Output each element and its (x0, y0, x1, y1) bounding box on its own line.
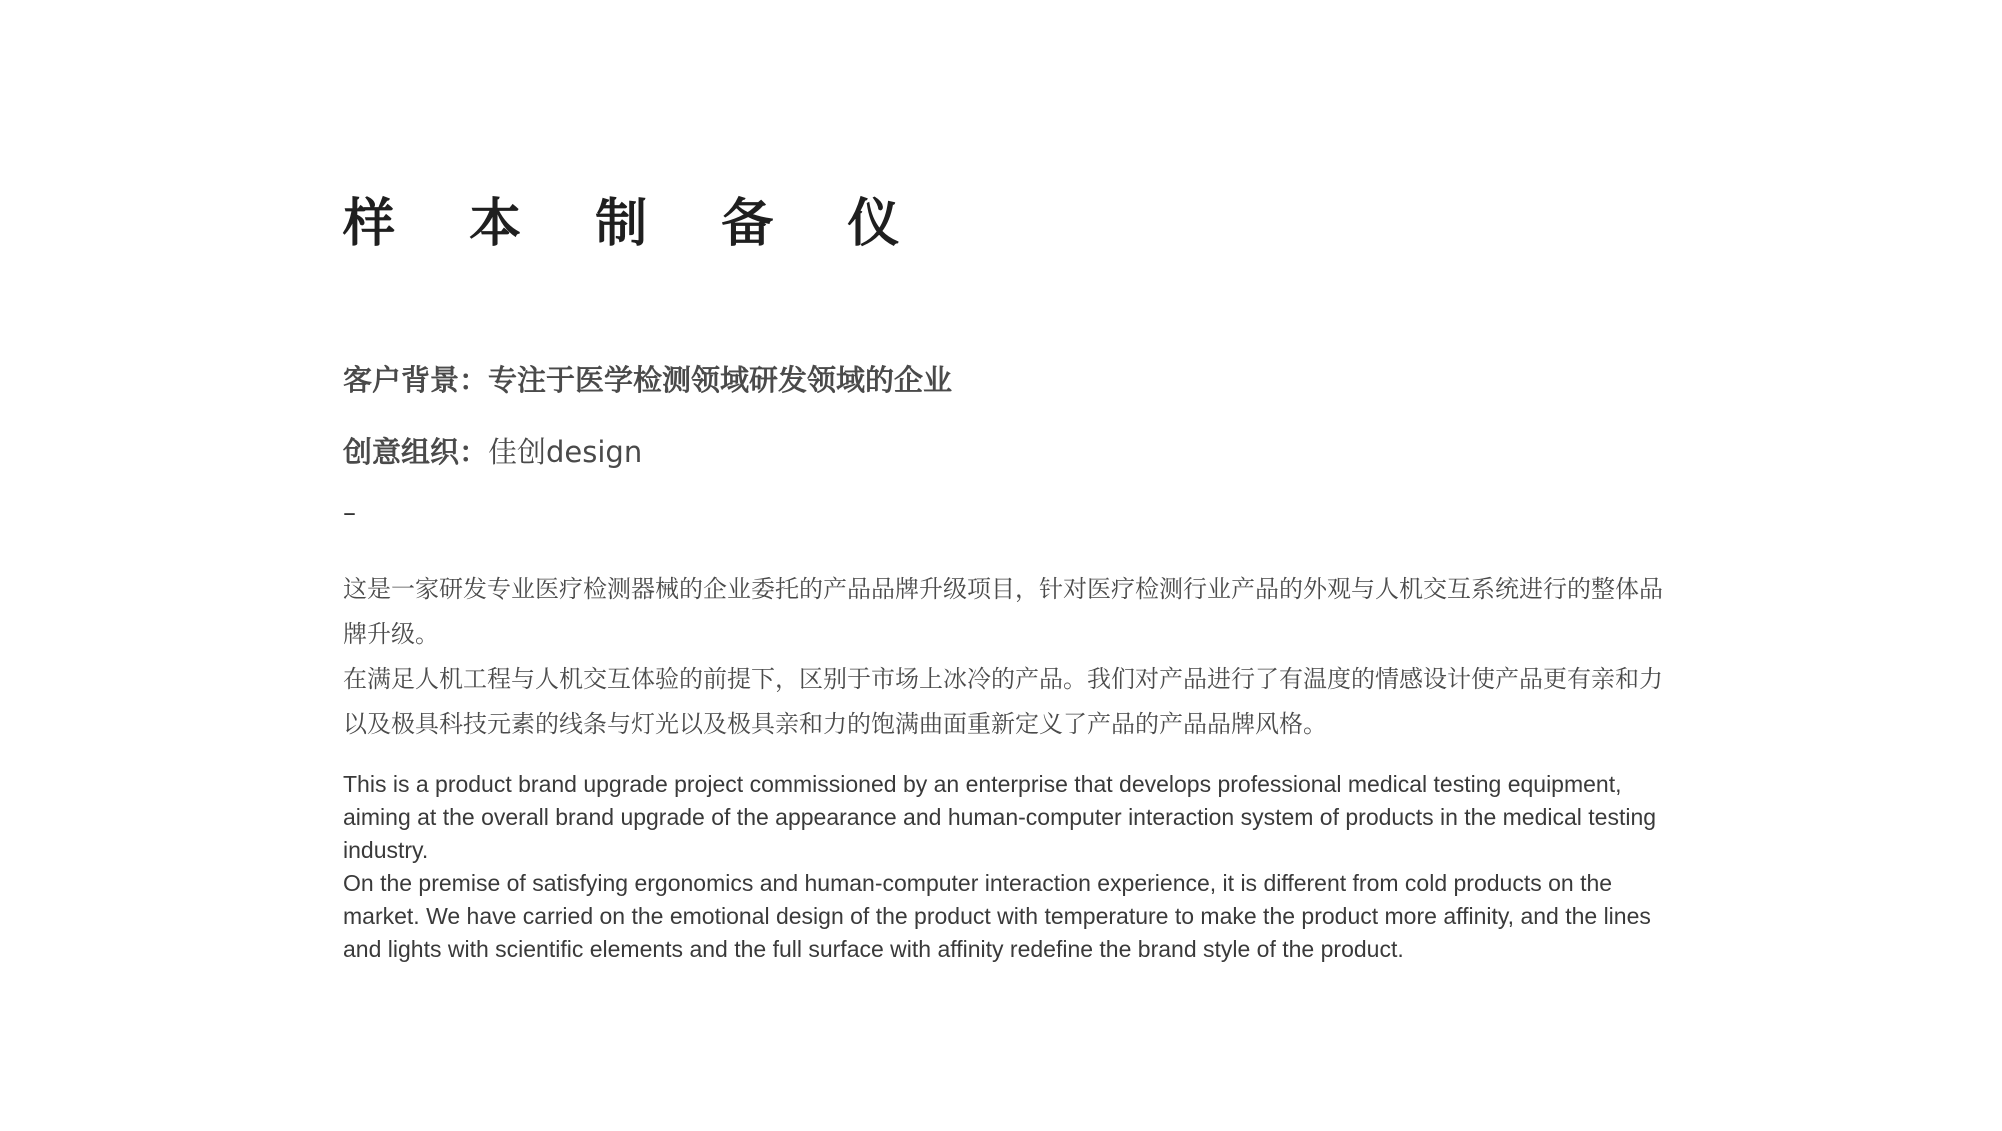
client-background (343, 360, 952, 400)
page-title: 样 本 制 备 仪 (343, 194, 928, 254)
section-separator: – (343, 498, 356, 528)
chinese-description (343, 567, 1683, 747)
english-description (343, 768, 1693, 966)
chinese-paragraph: 在满足人机工程与人机交互体验的前提下，区别于市场上冰冷的产品。我们对产品进行了有温度的情感设计使产品更有亲和力以及极具科技元素的线条与灯光以及极具亲和力的饱满曲面重新定义了产品的产品品牌风格。 (343, 665, 1663, 738)
english-paragraph: This is a product brand upgrade project commissioned by an enterprise that develops professional medical testing equipment, aiming at the overall brand upgrade of the appearance and human-computer interaction system of products in the medical testing industry. (343, 771, 1657, 863)
chinese-paragraph: 这是一家研发专业医疗检测器械的企业委托的产品品牌升级项目，针对医疗检测行业产品的外观与人机交互系统进行的整体品牌升级。 (343, 575, 1663, 648)
creative-organization (343, 432, 642, 472)
client-background-label: 客户背景： (343, 363, 489, 397)
creative-organization-label: 创意组织： (343, 435, 489, 469)
english-paragraph: On the premise of satisfying ergonomics and human-computer interaction experience, it is different from cold products on the market. We have carried on the emotional design of the product with temperature to make the product more affinity, and the lines and lights with scientific elements and the full surface with affinity redefine the brand style of the product. (343, 870, 1651, 962)
client-background-value: 专注于医学检测领域研发领域的企业 (488, 363, 953, 397)
creative-organization-value: 佳创design (488, 435, 643, 469)
